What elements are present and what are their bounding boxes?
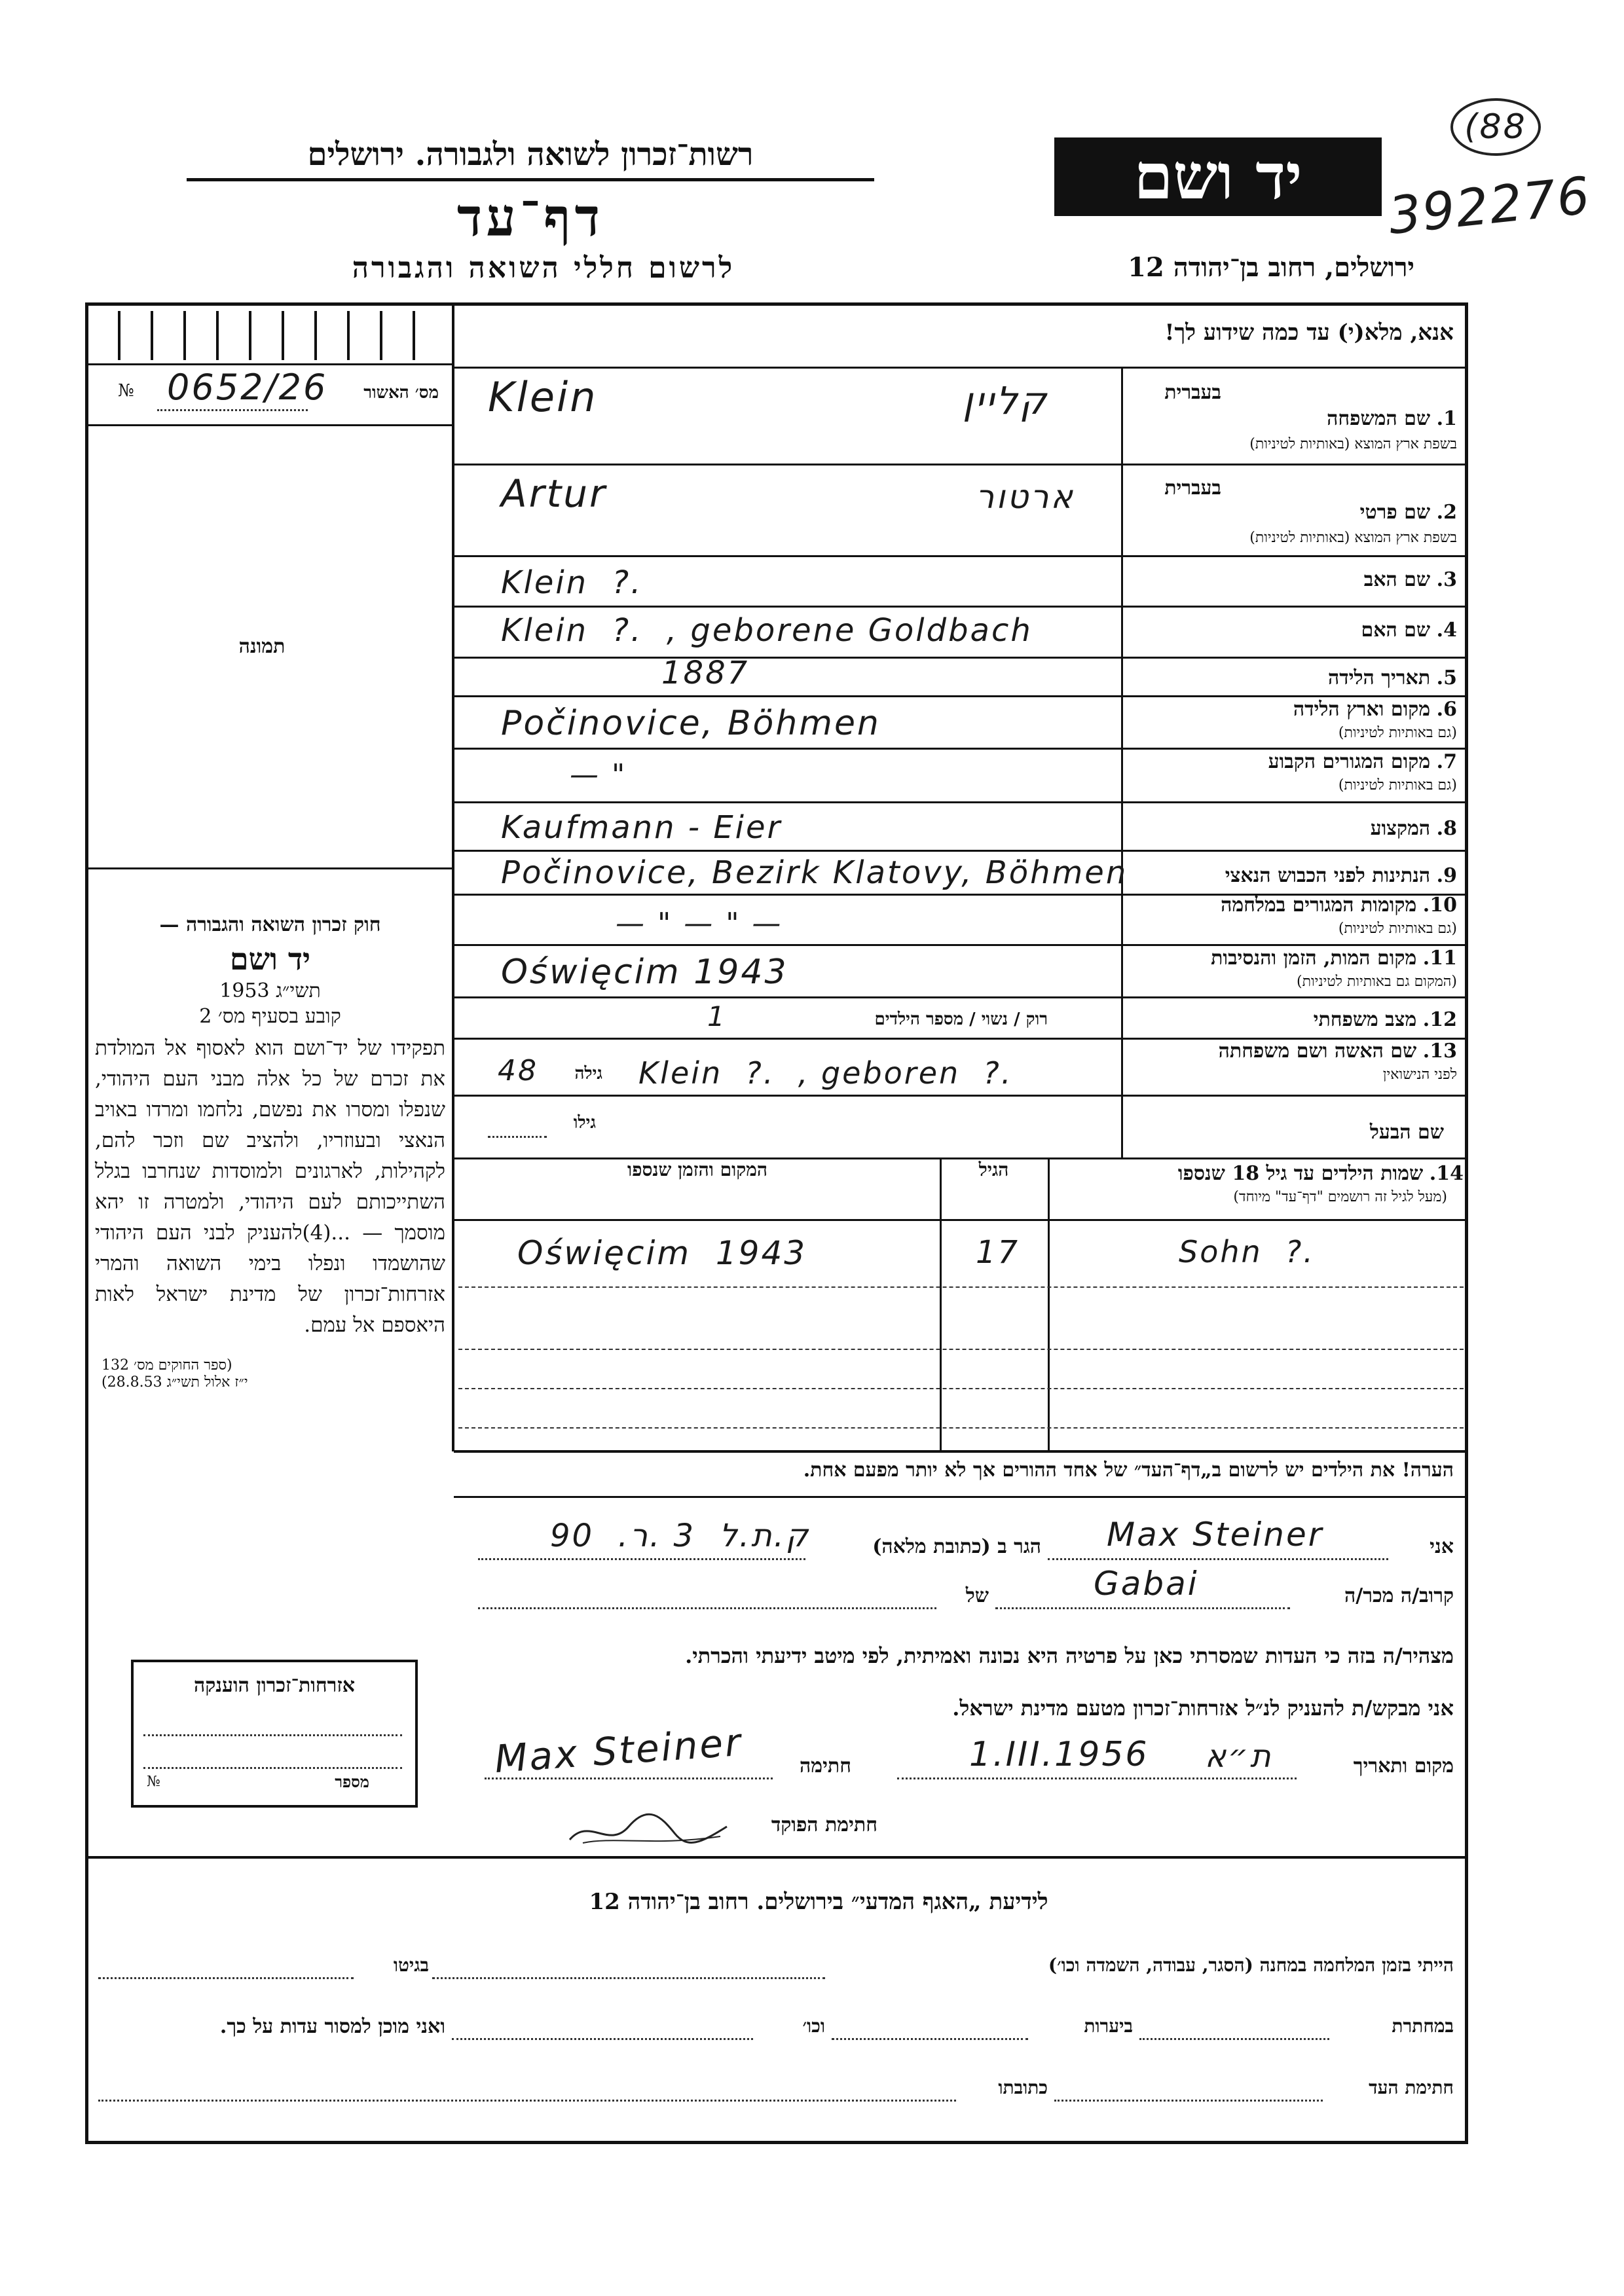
field-11-label: 11. מקום המות, הזמן והנסיבות <box>1211 947 1457 970</box>
field-8-line <box>454 850 1467 852</box>
date-value[interactable]: 1.III.1956 <box>969 1735 1149 1774</box>
bottom-divider <box>88 1856 1465 1859</box>
approval-number[interactable]: 0652/26 <box>167 367 328 408</box>
note-bottom <box>454 1496 1467 1498</box>
bottom-line2-c: וכו׳ <box>802 2015 825 2037</box>
field-1-hebrew-tag: בעברית <box>1164 381 1221 404</box>
field-12-label: 12. מצב משפחתי <box>1313 1008 1457 1031</box>
official-signature-scribble <box>563 1804 733 1856</box>
bottom-line3-b: כתובתו <box>998 2077 1048 2098</box>
decl-signature-label: חתימה <box>800 1755 851 1777</box>
birth-place-value[interactable]: Počinovice, Böhmen <box>501 704 881 743</box>
decl-of-dots <box>478 1607 936 1609</box>
bottom-line2-b-dots <box>832 2038 1028 2040</box>
field-2-hebrew-tag: בעברית <box>1164 477 1221 500</box>
approval-dots <box>157 409 308 411</box>
bottom-line3-a-dots <box>1054 2100 1323 2102</box>
place-value[interactable]: ת״א <box>1205 1738 1273 1775</box>
field-5-line <box>454 695 1467 697</box>
marital-options: רוק / נשוי / מספר הילדים <box>874 1010 1048 1029</box>
decl-residing: הגר ב (כתובת מלאה) <box>872 1535 1041 1558</box>
field-3-label: 3. שם האב <box>1363 568 1457 591</box>
law-name: יד ושם <box>229 941 311 977</box>
authority-underline <box>187 178 874 181</box>
children-header: 14. שמות הילדים עד גיל 18 שנספו <box>1177 1162 1464 1185</box>
law-citation-1: (ספר החוקים מס׳ 132 <box>101 1357 232 1374</box>
declarant-name-value[interactable]: Max Steiner <box>1107 1516 1324 1554</box>
citizenship-dots-2 <box>143 1767 402 1769</box>
field-11-hint: (המקום גם באותיות לטיניות) <box>1297 974 1457 990</box>
decl-relative: קרוב/ה מכר/ה <box>1344 1584 1454 1607</box>
frame-bottom <box>85 2141 1468 2144</box>
field-10-hint: (גם באותיות לטיניות) <box>1338 920 1457 937</box>
citizenship-dots-1 <box>143 1734 402 1736</box>
decl-place-date: מקום ותאריך <box>1353 1755 1454 1777</box>
nationality-value[interactable]: Počinovice, Bezirk Klatovy, Böhmen <box>501 854 1128 891</box>
law-box-top <box>88 867 452 869</box>
husband-label: שם הבעל <box>1369 1121 1444 1144</box>
decl-request: אני מבקש/ת להעניק לנ״ל אזרחות־זכרון מטעם מדינת ישראל. <box>952 1696 1454 1721</box>
children-row-line-3 <box>458 1388 1464 1389</box>
field-2-label: 2. שם פרטי <box>1359 501 1457 524</box>
intro-text: אנא, מלא(י) עד כמה שידוע לך! <box>1164 319 1454 346</box>
decl-address-dots <box>478 1558 805 1560</box>
field-8-label: 8. המקצוע <box>1370 817 1457 840</box>
wartime-residence-value[interactable]: — " — " — <box>616 907 783 940</box>
form-subtitle: לרשום חללי השואה והגבורה <box>352 251 735 285</box>
field-13-label: 13. שם האשה ושם משפחתה <box>1218 1040 1457 1063</box>
field-2-hint: בשפת ארץ המוצא (באותיות לטיניות) <box>1249 530 1457 546</box>
address: ירושלים, רחוב בן־יהודה 12 <box>1128 252 1414 283</box>
bottom-line1-end-dots <box>98 1977 354 1979</box>
field-13-hint: לפני הנישואין <box>1382 1066 1457 1083</box>
residence-value[interactable]: — " <box>570 758 638 792</box>
husband-age-dots <box>488 1136 547 1138</box>
frame-right <box>1465 302 1468 2143</box>
field-6-line <box>454 748 1467 750</box>
decl-official-sig: חתימת הפוקד <box>771 1813 877 1836</box>
child-place-value[interactable]: Oświęcim 1943 <box>517 1234 807 1272</box>
death-place-value[interactable]: Oświęcim 1943 <box>501 953 788 992</box>
law-box <box>95 913 445 1391</box>
children-header-line <box>454 1219 1467 1221</box>
husband-age-label: גילו <box>573 1113 596 1133</box>
note-top <box>454 1450 1467 1453</box>
bottom-line2-a: במחתרת <box>1392 2015 1454 2037</box>
mother-name-value[interactable]: Klein ?. , geborene Goldbach <box>501 612 1033 649</box>
sidebar-divider <box>452 302 454 1451</box>
label-column-divider <box>1121 367 1123 1159</box>
profession-value[interactable]: Kaufmann - Eier <box>501 809 783 846</box>
photo-label: תמונה <box>238 635 286 658</box>
wife-age-label: גילה <box>574 1064 602 1084</box>
children-row-line-2 <box>458 1349 1464 1350</box>
decl-name-dots <box>1048 1558 1388 1560</box>
field-7-label: 7. מקום המגורים הקבוע <box>1268 750 1457 773</box>
bottom-line1: הייתי בזמן המלחמה במחנה (הסגר, עבודה, השמדה וכו׳) <box>1048 1954 1454 1976</box>
declarant-address-value[interactable]: 90 .ק.ת.ל 3 .ר <box>550 1518 810 1554</box>
archive-mark: (88 <box>1450 98 1541 156</box>
children-header-hint: (מעל לגיל זה רושמים "דף־עד" מיוחד) <box>1233 1189 1447 1205</box>
field-10-label: 10. מקומות המגורים במלחמה <box>1221 894 1457 917</box>
children-col-div-1 <box>940 1157 942 1452</box>
family-name-hebrew[interactable]: קליין <box>963 378 1048 423</box>
children-col-div-2 <box>1048 1157 1050 1452</box>
field-1-line <box>454 464 1467 465</box>
approval-ticks <box>118 311 445 360</box>
field-1-hint: בשפת ארץ המוצא (באותיות לטיניות) <box>1249 436 1457 452</box>
approval-label: מס׳ האשור <box>363 383 439 403</box>
form-title: דף־עד <box>456 187 604 248</box>
law-citation-2: י״ז אלול תשי״ג 28.8.53) <box>101 1374 248 1391</box>
first-name-hebrew[interactable]: ארטור <box>976 478 1075 516</box>
bottom-line2-c-dots <box>452 2038 753 2040</box>
approval-number-sign: № <box>118 381 134 401</box>
approval-box-bottom <box>88 363 452 365</box>
authority-name: רשות־זכרון לשואה ולגבורה. ירושלים <box>307 136 754 173</box>
wife-age-value[interactable]: 48 <box>498 1054 538 1087</box>
decl-place-date-dots <box>897 1777 1297 1779</box>
intro-underline <box>454 367 1467 369</box>
decl-statement: מצהיר/ה בזה כי העדות שמסרתי כאן על פרטיה היא נכונה ואמיתית, לפי מיטב ידיעתי והכרתי. <box>685 1643 1454 1668</box>
field-2-line <box>454 555 1467 557</box>
citizenship-number-sign: № <box>147 1774 160 1790</box>
bottom-line2-end: ואני מוכן למסור עדות על כך. <box>219 2015 445 2038</box>
field-4-line <box>454 657 1467 659</box>
children-row-line-4 <box>458 1427 1464 1429</box>
approval-box-bottom2 <box>88 424 452 426</box>
field-10-line <box>454 944 1467 946</box>
law-text: תפקידו של יד־ושם הוא לאסוף אל המולדת את זכרם של כל אלה מבני העם היהודי, שנפלו ומסרו את נפשם, נלחמו ומרדו באויב הנאצי ובעוזריו, ולהציב שם וזכר להם, לקהילות, לארגונים ולמוסדות שנחרבו בגלל השתייכותם לעם היהודי, ולמטרה זו יהא מוסמך — ...(4)להעניק לבני העם היהודי שהושמדו ונפלו בימי השואה והמרי אזרחות־זכרון של מדינת ישראל לאות היאספם אל עמם. <box>95 1036 445 1337</box>
bottom-line2-b: ביערות <box>1084 2015 1133 2037</box>
field-13-line <box>454 1095 1467 1097</box>
first-name-value[interactable]: Artur <box>501 471 607 516</box>
field-6-label: 6. מקום וארץ הלידה <box>1293 698 1457 721</box>
law-clause: קובע בסעיף מס׳ 2 <box>199 1005 341 1028</box>
father-name-value[interactable]: Klein ?. <box>501 564 643 601</box>
child-age-value[interactable]: 17 <box>976 1234 1020 1271</box>
citizenship-number-label: מספר <box>335 1772 369 1791</box>
family-name-value[interactable]: Klein <box>488 373 598 421</box>
bottom-line1-end: בגיטו <box>393 1954 429 1976</box>
yad-vashem-logo: יד ושם <box>1054 137 1382 216</box>
frame-left <box>85 302 88 2143</box>
decl-relative-dots <box>995 1607 1290 1609</box>
field-11-line <box>454 996 1467 998</box>
decl-of: של <box>965 1584 989 1607</box>
field-7-hint: (גם באותיות לטיניות) <box>1338 777 1457 793</box>
citizenship-box <box>131 1660 418 1808</box>
signature-value[interactable]: Max Steiner <box>493 1719 744 1782</box>
frame-top <box>85 302 1468 306</box>
field-6-hint: (גם באותיות לטיניות) <box>1338 725 1457 741</box>
field-3-line <box>454 606 1467 608</box>
field-1-label: 1. שם המשפחה <box>1327 407 1457 430</box>
child-name-value[interactable]: Sohn ?. <box>1179 1234 1315 1269</box>
field-4-label: 4. שם האם <box>1361 619 1457 642</box>
bottom-line2-a-dots <box>1139 2038 1329 2040</box>
children-col-place: המקום והזמן שנספו <box>627 1159 767 1180</box>
bottom-title: לידיעת „האגף המדעי״ בירושלים. רחוב בן־יהודה 12 <box>589 1889 1048 1915</box>
bottom-line3-b-dots <box>98 2100 956 2102</box>
relative-value[interactable]: Gabai <box>1094 1565 1199 1603</box>
bottom-line1-dots <box>432 1977 825 1979</box>
field-7-line <box>454 801 1467 803</box>
field-9-label: 9. הנתינות לפני הכבוש הנאצי <box>1225 864 1457 887</box>
children-count-value[interactable]: 1 <box>707 1000 727 1032</box>
children-row-line-1 <box>458 1286 1464 1288</box>
field-5-label: 5. תאריך הלידה <box>1327 666 1457 689</box>
note-text: הערה! את הילדים יש לרשום ב„דף־העד״ של אחד ההורים אך לא יותר מפעם אחת. <box>803 1459 1454 1482</box>
wife-name-value[interactable]: Klein ?. , geboren ?. <box>638 1055 1013 1091</box>
children-col-age: הגיל <box>978 1159 1009 1180</box>
citizenship-title: אזרחות־זכרון הוענקה <box>193 1674 356 1697</box>
law-year-he: תשי״ג 1953 <box>219 979 321 1002</box>
birth-date-value[interactable]: 1887 <box>661 655 750 691</box>
bottom-line3-a: חתימת העד <box>1369 2077 1454 2098</box>
decl-ani: אני <box>1430 1535 1454 1558</box>
archive-number: 392276 <box>1386 166 1594 246</box>
law-title: חוק זכרון השואה והגבורה — <box>159 913 381 936</box>
